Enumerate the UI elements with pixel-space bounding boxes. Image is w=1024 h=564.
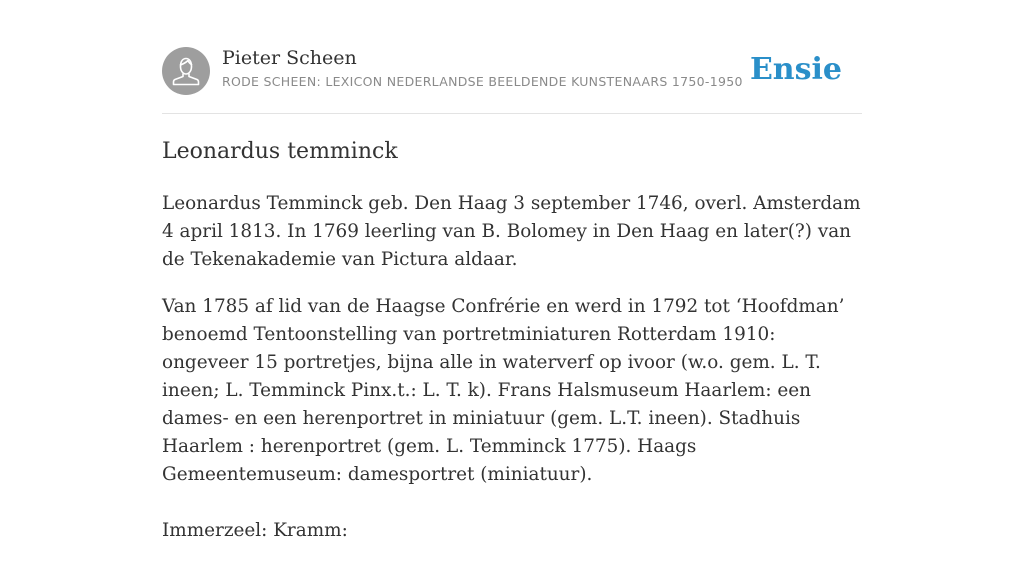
paragraph: Leonardus Temminck geb. Den Haag 3 september 1746, overl. Amsterdam 4 april 1813. In 1769 leerling van B. Bolomey in Den Haag en later(?) van de Tekenakademie van Pictura aldaar. [162,193,861,270]
article-title: Leonardus temminck [162,139,398,164]
user-icon [162,47,210,95]
article-body [162,190,862,564]
paragraph: Immerzeel: Kramm: [162,520,348,541]
avatar[interactable] [162,47,210,95]
header-divider [162,113,862,114]
brand-logo[interactable]: Ensie [749,52,842,87]
author-name[interactable]: Pieter Scheen [222,47,357,69]
source-title[interactable]: RODE SCHEEN: LEXICON NEDERLANDSE BEELDENDE KUNSTENAARS 1750-1950 [222,74,743,89]
header [162,46,862,96]
paragraph: Van 1785 af lid van de Haagse Confrérie en werd in 1792 tot ‘Hoofdman’ benoemd Tentoonstelling van portretminiaturen Rotterdam 1910: ongeveer 15 portretjes, bijna alle in waterverf op ivoor (w.o. gem. L. T. ineen; L. Temminck Pinx.t.: L. T. k). Frans Halsmuseum Haarlem: een dames- en een herenportret in miniatuur (gem. L.T. ineen). Stadhuis Haarlem : herenportret (gem. L. Temminck 1775). Haags Gemeentemuseum: damesportret (miniatuur). [162,296,845,485]
